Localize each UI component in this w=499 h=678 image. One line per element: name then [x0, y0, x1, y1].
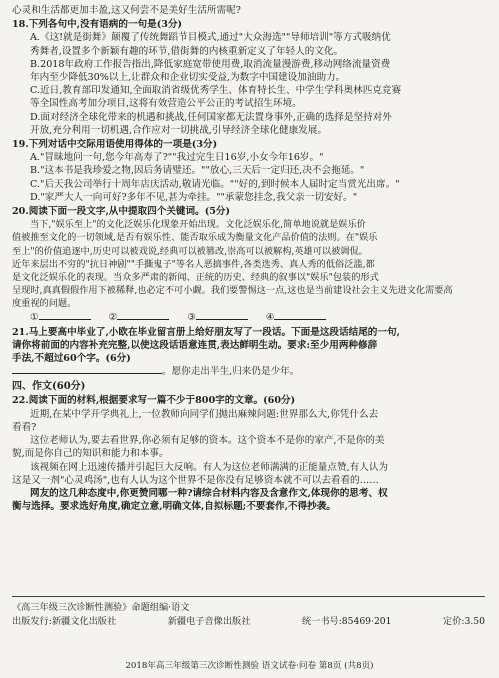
q21-stem-cont: 请你将前面的内容补充完整,以使这段话语意连贯,表达鲜明生动。要求:至少用两种修辞	[12, 339, 378, 351]
q19-option-d: D."家严大人一向可好?多年不见,甚为牵挂。""承蒙您挂念,我父亲一切安好。"	[30, 191, 358, 203]
q21-answer-line[interactable]	[12, 365, 485, 378]
q22-material-line: 这位老师认为,要去看世界,你必须有足够的资本。这个资本不是你的家产,不是你的美	[30, 435, 385, 447]
q20-passage-line: 呈现时,真真假假作用下被稀释,也必定不可小觑。我们要警惕这一点,这也是当前建设社会主义先进文化需要高	[12, 285, 453, 297]
q22-material-line: 看看?	[12, 421, 37, 433]
q20-blank-4[interactable]	[266, 311, 327, 325]
footer-title: 《高三年级三次诊断性测验》命题组编·语文	[12, 602, 190, 613]
q20-passage-line: 近年来层出不穷的"抗日神剧""手撕鬼子"等名人恶搞事件,各类选秀、真人秀的低俗泛滥,都	[12, 258, 375, 270]
q18-option-a: A.《这!就是街舞》颠覆了传统舞蹈节目模式,通过"大众海选""导师培训"等方式吸纳优	[30, 32, 391, 44]
q19-option-c: C."后天我公司举行十周年店庆活动,敬请光临。""好的,到时候本人届时定当赏光出席。"	[30, 178, 400, 190]
exam-content	[12, 4, 485, 513]
q22-material-line: 貌,而是你自己的知识和能力和本事。	[12, 448, 169, 460]
q20-passage-line: 度重视的问题。	[12, 298, 77, 310]
q20-passage-line: 至上"的价值追逐中,历史可以被戏说,经典可以被篡改,崇高可以被解构,英雄可以被调侃。	[12, 245, 368, 257]
q18-option-a-cont: 秀舞者,设置多个新颖有趣的环节,借街舞的内核重新定义了年轻人的文化。	[30, 45, 344, 57]
q21-answer-blank[interactable]	[12, 373, 162, 374]
footer-price: 定价:3.50	[443, 616, 485, 627]
q19-option-b: B."这本书是我珍爱之物,因后务请璧还。""放心,三天后一定归还,决不会拖延。"	[30, 165, 365, 177]
footer-publisher: 出版发行:新疆文化出版社	[12, 616, 117, 627]
q18-option-c-cont: 等全国性高考加分项目,这将有效营造公平公正的考试招生环境。	[30, 98, 302, 110]
q20-blank-2[interactable]	[109, 311, 170, 325]
q20-passage-line: 是文化泛娱乐化的表现。当众多严肃的新闻、正统的历史、经典的叙事以"娱乐"包装的形式	[12, 272, 379, 284]
q21-stem-cont: 手法,不超过60个字。(6分)	[12, 353, 131, 365]
footer-av-publisher: 新疆电子音像出版社	[167, 616, 251, 627]
footer-publisher-row	[12, 615, 485, 629]
footer-divider	[12, 596, 485, 597]
q20-answer-blanks	[12, 311, 485, 325]
q20-stem: 20.阅读下面一段文字,从中提取四个关键词。(5分)	[12, 206, 231, 218]
q18-option-d: D.面对经济全球化带来的机遇和挑战,任何国家都无法置身事外,正确的选择是坚持对外	[30, 111, 392, 123]
top-line: 心灵和生活都更加丰盈,这又何尝不是美好生活所需呢?	[12, 5, 241, 16]
q18-option-b: B.2018年政府工作报告指出,降低家庭宽带使用费,取消流量漫游费,移动网络流量资费	[30, 58, 391, 70]
q20-blank-label: ④	[265, 311, 275, 323]
q22-stem: 22.阅读下面的材料,根据要求写一篇不少于800字的文章。(60分)	[12, 395, 296, 407]
q20-blank-label: ②	[108, 311, 118, 323]
q21-tail: 。愿你走出半生,归来仍是少年。	[162, 366, 300, 378]
publication-footer	[12, 596, 485, 629]
q22-material-line: 这是又一剂"心灵鸡汤",也有人认为这个世界不是你没有足够资本就不可以去看看的……	[12, 474, 379, 486]
section-heading: 四、作文(60分)	[12, 381, 86, 393]
q20-passage-line: 当下,"娱乐至上"的文化泛娱乐化现象开始出现。文化泛娱乐化,简单地说就是娱乐价	[30, 219, 366, 231]
page-footer: 2018年高三年级第三次诊断性测验 语文试卷·问卷 第8页 (共8页)	[125, 661, 374, 671]
q20-blank-label: ①	[30, 311, 39, 323]
q22-requirement-line: 衡与选择。要求选好角度,确定立意,明确文体,自拟标题;不要套作,不得抄袭。	[12, 501, 336, 513]
q22-requirement-line: 网友的这几种态度中,你更赞同哪一种?请综合材料内容及含意作文,体现你的思考、权	[30, 487, 388, 499]
q18-option-c: C.近日,教育部印发通知,全面取消省级优秀学生、体育特长生、中学生学科奥林匹克竞赛	[30, 85, 402, 97]
q20-blank-1[interactable]	[30, 311, 91, 325]
q22-material-line: 近期,在某中学开学典礼上,一位教师向同学们抛出麻辣问题:世界那么大,你凭什么去	[30, 408, 379, 420]
q19-stem: 19.下列对话中交际用语使用得体的一项是(3分)	[12, 139, 218, 151]
q18-option-b-cont: 年内至少降低30%以上,让群众和企业切实受益,为数字中国建设加油助力。	[30, 72, 346, 84]
q21-stem: 21.马上要高中毕业了,小欧在毕业留言册上给好朋友写了一段话。下面是这段话结尾的一句,	[12, 326, 400, 338]
q19-option-a: A."冒昧地问一句,您今年高寿了?""我过完生日16岁,小女今年16岁。"	[30, 152, 324, 164]
q20-blank-3[interactable]	[187, 311, 248, 325]
q18-stem: 18.下列各句中,没有语病的一句是(3分)	[12, 19, 183, 31]
q20-blank-label: ③	[187, 311, 196, 323]
q20-passage-line: 值被推至文化的一切领域,是否有娱乐性、能否取乐成为衡量文化产品价值的法则。在"娱乐	[12, 232, 378, 244]
q18-option-d-cont: 开放,充分利用一切机遇,合作应对一切挑战,引导经济全球化健康发展。	[30, 124, 327, 136]
q22-material-line: 该视频在网上迅速传播并引起巨大反响。有人为这位老师满满的正能量点赞,有人认为	[30, 461, 389, 473]
q20-passage	[12, 218, 485, 310]
footer-isbn: 统一书号:85469·201	[301, 616, 392, 627]
